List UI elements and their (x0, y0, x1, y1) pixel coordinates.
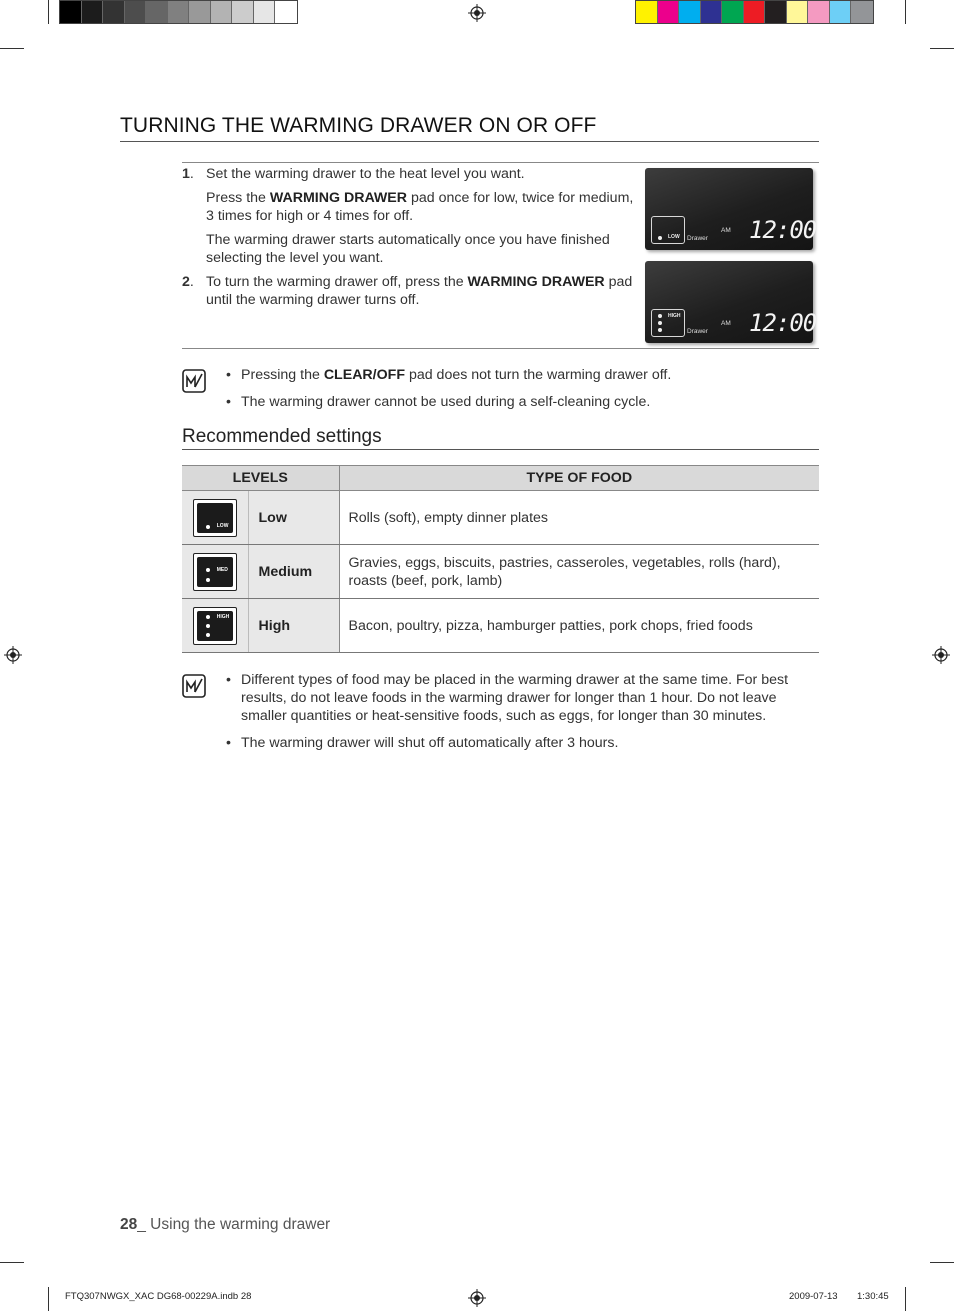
step-text: Press the WARMING DRAWER pad once for low, twice for medium, 3 times for high or 4 times for off. (206, 190, 634, 224)
am-indicator: AM (721, 320, 731, 327)
table-row (182, 545, 819, 599)
slug-file: FTQ307NWGX_XAC DG68-00229A.indb 28 (65, 1291, 252, 1302)
step-1 (182, 165, 634, 267)
display-panel-low (645, 168, 817, 250)
color-swatch (275, 1, 297, 23)
crop-mark (0, 1262, 24, 1263)
step-text: To turn the warming drawer off, press the WARMING DRAWER pad until the warming drawer turns off. (206, 274, 633, 308)
color-swatch (232, 1, 254, 23)
crop-mark (930, 1262, 954, 1263)
page-footer (120, 1216, 330, 1234)
level-icon-cell (182, 599, 248, 653)
crop-mark (905, 1287, 906, 1311)
slug-time: 1:30:45 (857, 1291, 889, 1302)
drawer-label: Drawer (687, 328, 708, 335)
steps-top-rule (182, 162, 819, 163)
page-title: TURNING THE WARMING DRAWER ON OR OFF (120, 114, 597, 137)
level-name: Low (248, 491, 339, 545)
clock-readout: 12:00 (749, 216, 817, 244)
table-row (182, 491, 819, 545)
color-swatch (82, 1, 104, 23)
level-indicator-box (651, 216, 685, 244)
cmyk-color-bar (635, 0, 874, 24)
registration-mark-icon (468, 1289, 486, 1307)
low-level-icon (193, 499, 237, 537)
icon-label: LOW (216, 522, 229, 529)
note-icon (182, 369, 206, 393)
color-swatch (146, 1, 168, 23)
table-row (182, 599, 819, 653)
clock-readout: 12:00 (749, 309, 817, 337)
note-item: • The warming drawer cannot be used during a self-cleaning cycle. (226, 393, 816, 411)
level-name: Medium (248, 545, 339, 599)
color-swatch (211, 1, 233, 23)
section-subtitle: Recommended settings (182, 426, 382, 447)
note-icon (182, 674, 206, 698)
registration-mark-icon (932, 646, 950, 664)
registration-mark-icon (4, 646, 22, 664)
crop-mark (48, 1287, 49, 1311)
color-swatch (744, 1, 766, 23)
column-header-food: TYPE OF FOOD (339, 466, 819, 491)
level-label: HIGH (668, 313, 681, 319)
step-2 (182, 273, 634, 309)
color-swatch (189, 1, 211, 23)
color-swatch (254, 1, 276, 23)
table-header-row (182, 466, 819, 491)
step-text: Set the warming drawer to the heat level you want. (206, 166, 525, 182)
color-swatch (787, 1, 809, 23)
level-dot (658, 328, 662, 332)
step-number: 1. (182, 166, 194, 182)
steps-list (182, 165, 634, 319)
color-swatch (636, 1, 658, 23)
color-swatch (830, 1, 852, 23)
grayscale-color-bar (59, 0, 298, 24)
subtitle-rule (182, 449, 819, 450)
crop-mark (930, 48, 954, 49)
note-item: • The warming drawer will shut off automatically after 3 hours. (226, 734, 808, 752)
color-swatch (103, 1, 125, 23)
note-item: • Pressing the CLEAR/OFF pad does not turn the warming drawer off. (226, 366, 816, 384)
color-swatch (658, 1, 680, 23)
level-indicator-box (651, 309, 685, 337)
title-rule (120, 141, 819, 142)
step-text: The warming drawer starts automatically once you have finished selecting the level you want. (206, 232, 610, 266)
display-panel-high (645, 261, 817, 343)
crop-mark (48, 0, 49, 24)
color-swatch (60, 1, 82, 23)
settings-table (182, 465, 819, 653)
slug-date: 2009-07-13 (789, 1291, 838, 1302)
note-list (226, 366, 816, 420)
food-types: Bacon, poultry, pizza, hamburger patties, pork chops, fried foods (339, 599, 819, 653)
note-list (226, 671, 808, 761)
color-swatch (808, 1, 830, 23)
level-dot (658, 314, 662, 318)
color-swatch (765, 1, 787, 23)
am-indicator: AM (721, 227, 731, 234)
color-swatch (851, 1, 873, 23)
icon-label: MED (216, 566, 228, 573)
medium-level-icon (193, 553, 237, 591)
registration-mark-icon (468, 4, 486, 22)
color-swatch (168, 1, 190, 23)
steps-bottom-rule (182, 348, 819, 349)
icon-label: HIGH (216, 613, 230, 620)
food-types: Gravies, eggs, biscuits, pastries, casseroles, vegetables, rolls (hard), roasts (beef, pork, lamb) (339, 545, 819, 599)
page-number: 28 (120, 1216, 138, 1233)
crop-mark (0, 48, 24, 49)
drawer-label: Drawer (687, 235, 708, 242)
step-number: 2. (182, 274, 194, 290)
high-level-icon (193, 607, 237, 645)
crop-mark (905, 0, 906, 24)
column-header-levels: LEVELS (182, 466, 339, 491)
level-icon-cell (182, 491, 248, 545)
color-swatch (679, 1, 701, 23)
footer-section: _ Using the warming drawer (137, 1216, 331, 1233)
color-swatch (722, 1, 744, 23)
level-dot (658, 321, 662, 325)
color-swatch (125, 1, 147, 23)
level-name: High (248, 599, 339, 653)
color-swatch (701, 1, 723, 23)
level-label: LOW (668, 234, 680, 240)
level-dot (658, 236, 662, 240)
food-types: Rolls (soft), empty dinner plates (339, 491, 819, 545)
level-icon-cell (182, 545, 248, 599)
note-item: • Different types of food may be placed in the warming drawer at the same time. For best results, do not leave foods in the warming drawer for longer than 1 hour. Do not leave smaller quantities or heat-sensitive foods, such as eggs, for longer than 30 minutes. (226, 671, 808, 725)
